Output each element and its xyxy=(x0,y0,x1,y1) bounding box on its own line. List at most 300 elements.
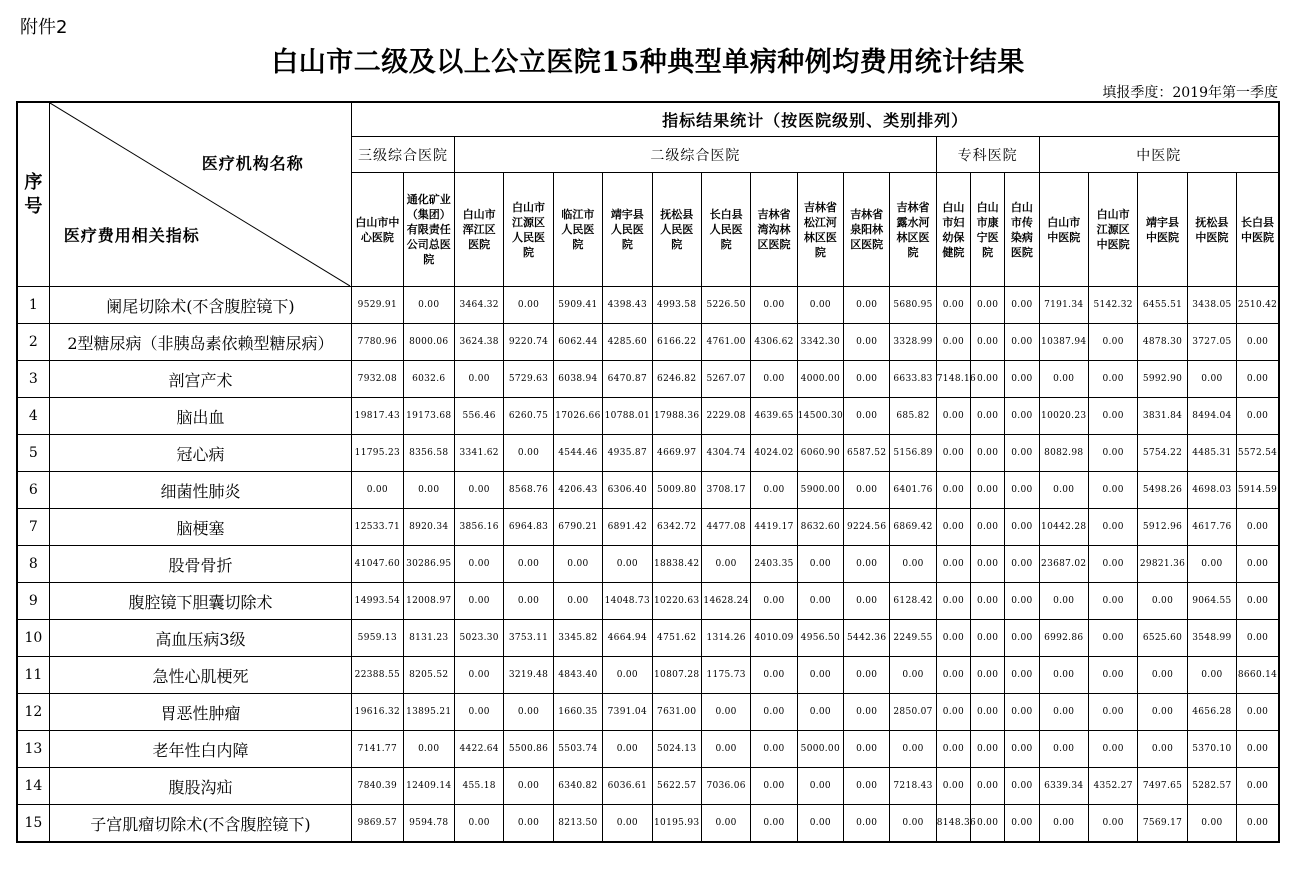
cost-value-cell: 12533.71 xyxy=(352,509,403,546)
cost-value-cell: 0.00 xyxy=(971,435,1005,472)
cost-value-cell: 7218.43 xyxy=(890,768,936,805)
row-indicator: 腹股沟疝 xyxy=(49,768,351,805)
cost-value-cell: 0.00 xyxy=(454,805,503,843)
table-row xyxy=(17,435,1279,472)
cost-value-cell: 0.00 xyxy=(403,731,454,768)
cost-value-cell: 6633.83 xyxy=(890,361,936,398)
cost-value-cell: 4639.65 xyxy=(751,398,797,435)
cost-value-cell: 6587.52 xyxy=(844,435,890,472)
cost-value-cell: 6525.60 xyxy=(1138,620,1187,657)
cost-value-cell: 5498.26 xyxy=(1138,472,1187,509)
cost-value-cell: 2403.35 xyxy=(751,546,797,583)
cost-value-cell: 6342.72 xyxy=(652,509,701,546)
cost-value-cell: 0.00 xyxy=(1039,694,1088,731)
cost-value-cell: 4000.00 xyxy=(797,361,843,398)
hospital-header xyxy=(652,173,701,287)
cost-value-cell: 10442.28 xyxy=(1039,509,1088,546)
cost-value-cell: 0.00 xyxy=(890,657,936,694)
hospital-name: 临江市人民医院 xyxy=(561,208,595,251)
hospital-name: 长白县人民医院 xyxy=(709,208,743,251)
cost-value-cell: 7191.34 xyxy=(1039,287,1088,324)
cost-value-cell: 0.00 xyxy=(1187,805,1236,843)
cost-value-cell: 5992.90 xyxy=(1138,361,1187,398)
cost-value-cell: 5500.86 xyxy=(504,731,553,768)
cost-value-cell: 0.00 xyxy=(751,768,797,805)
hospital-header xyxy=(1005,173,1039,287)
cost-value-cell: 0.00 xyxy=(936,620,970,657)
cost-value-cell: 0.00 xyxy=(1138,694,1187,731)
cost-value-cell: 0.00 xyxy=(403,287,454,324)
cost-value-cell: 8213.50 xyxy=(553,805,602,843)
cost-value-cell: 4024.02 xyxy=(751,435,797,472)
cost-value-cell: 10020.23 xyxy=(1039,398,1088,435)
cost-value-cell: 0.00 xyxy=(844,731,890,768)
cost-value-cell: 12008.97 xyxy=(403,583,454,620)
hospital-name: 白山市传染病医院 xyxy=(1010,200,1033,259)
cost-value-cell: 0.00 xyxy=(936,287,970,324)
row-indicator: 老年性白内障 xyxy=(49,731,351,768)
cost-value-cell: 9869.57 xyxy=(352,805,403,843)
hospital-name: 白山市浑江区医院 xyxy=(462,208,496,251)
cost-value-cell: 0.00 xyxy=(1088,583,1137,620)
cost-value-cell: 0.00 xyxy=(971,768,1005,805)
reporting-period: 填报季度：2019年第一季度 xyxy=(1102,85,1278,101)
cost-value-cell: 7497.65 xyxy=(1138,768,1187,805)
cost-value-cell: 3341.62 xyxy=(454,435,503,472)
cost-value-cell: 0.00 xyxy=(1005,694,1039,731)
cost-value-cell: 5959.13 xyxy=(352,620,403,657)
hospital-header xyxy=(553,173,602,287)
cost-value-cell: 5000.00 xyxy=(797,731,843,768)
cost-value-cell: 0.00 xyxy=(701,694,750,731)
cost-value-cell: 4398.43 xyxy=(603,287,652,324)
cost-value-cell: 4285.60 xyxy=(603,324,652,361)
row-seq: 11 xyxy=(17,657,49,694)
row-indicator: 腹腔镜下胆囊切除术 xyxy=(49,583,351,620)
cost-indicator-label: 医疗费用相关指标 xyxy=(63,226,200,245)
cost-value-cell: 19616.32 xyxy=(352,694,403,731)
cost-value-cell: 0.00 xyxy=(751,287,797,324)
hospital-header xyxy=(352,173,403,287)
cost-value-cell: 0.00 xyxy=(1005,472,1039,509)
hospital-header xyxy=(603,173,652,287)
table-row xyxy=(17,583,1279,620)
cost-value-cell: 0.00 xyxy=(971,583,1005,620)
cost-value-cell: 4669.97 xyxy=(652,435,701,472)
cost-value-cell: 5909.41 xyxy=(553,287,602,324)
cost-value-cell: 30286.95 xyxy=(403,546,454,583)
cost-value-cell: 2510.42 xyxy=(1237,287,1279,324)
seq-header-label: 序号 xyxy=(24,171,43,217)
row-indicator: 子宫肌瘤切除术(不含腹腔镜下) xyxy=(49,805,351,843)
cost-value-cell: 0.00 xyxy=(1237,620,1279,657)
cost-value-cell: 5370.10 xyxy=(1187,731,1236,768)
cost-value-cell: 5267.07 xyxy=(701,361,750,398)
table-body xyxy=(17,287,1279,843)
cost-value-cell: 4617.76 xyxy=(1187,509,1236,546)
hospital-name: 白山市中心医院 xyxy=(355,215,400,244)
table-row xyxy=(17,509,1279,546)
table-row xyxy=(17,546,1279,583)
cost-value-cell: 7141.77 xyxy=(352,731,403,768)
cost-value-cell: 556.46 xyxy=(454,398,503,435)
hospital-name: 吉林省露水河林区医院 xyxy=(896,200,930,259)
cost-value-cell: 6455.51 xyxy=(1138,287,1187,324)
row-seq: 3 xyxy=(17,361,49,398)
cost-value-cell: 0.00 xyxy=(504,694,553,731)
cost-value-cell: 6339.34 xyxy=(1039,768,1088,805)
hospital-header xyxy=(1138,173,1187,287)
cost-value-cell: 0.00 xyxy=(936,657,970,694)
cost-value-cell: 0.00 xyxy=(1088,509,1137,546)
cost-value-cell: 0.00 xyxy=(1005,361,1039,398)
table-row xyxy=(17,657,1279,694)
cost-value-cell: 0.00 xyxy=(1138,583,1187,620)
cost-value-cell: 0.00 xyxy=(797,583,843,620)
cost-value-cell: 5729.63 xyxy=(504,361,553,398)
cost-value-cell: 455.18 xyxy=(454,768,503,805)
cost-value-cell: 0.00 xyxy=(844,398,890,435)
cost-value-cell: 0.00 xyxy=(844,657,890,694)
cost-value-cell: 5226.50 xyxy=(701,287,750,324)
hospital-name: 靖宇县人民医院 xyxy=(610,208,644,251)
hospital-name: 抚松县中医院 xyxy=(1195,215,1229,244)
cost-value-cell: 4419.17 xyxy=(751,509,797,546)
cost-value-cell: 0.00 xyxy=(971,546,1005,583)
row-seq: 4 xyxy=(17,398,49,435)
cost-value-cell: 0.00 xyxy=(1187,546,1236,583)
cost-value-cell: 0.00 xyxy=(751,805,797,843)
cost-value-cell: 0.00 xyxy=(971,287,1005,324)
cost-value-cell: 0.00 xyxy=(553,583,602,620)
cost-value-cell: 12409.14 xyxy=(403,768,454,805)
row-seq: 8 xyxy=(17,546,49,583)
cost-value-cell: 0.00 xyxy=(504,583,553,620)
cost-value-cell: 0.00 xyxy=(1138,657,1187,694)
cost-value-cell: 0.00 xyxy=(1237,583,1279,620)
cost-value-cell: 6401.76 xyxy=(890,472,936,509)
cost-value-cell: 0.00 xyxy=(701,731,750,768)
cost-value-cell: 0.00 xyxy=(1005,657,1039,694)
cost-value-cell: 5024.13 xyxy=(652,731,701,768)
cost-value-cell: 5572.54 xyxy=(1237,435,1279,472)
hospital-header xyxy=(1088,173,1137,287)
row-seq: 13 xyxy=(17,731,49,768)
cost-value-cell: 0.00 xyxy=(971,620,1005,657)
cost-value-cell: 6340.82 xyxy=(553,768,602,805)
cost-value-cell: 0.00 xyxy=(797,694,843,731)
cost-value-cell: 8082.98 xyxy=(1039,435,1088,472)
cost-value-cell: 6992.86 xyxy=(1039,620,1088,657)
cost-value-cell: 3548.99 xyxy=(1187,620,1236,657)
row-indicator: 剖宫产术 xyxy=(49,361,351,398)
cost-value-cell: 29821.36 xyxy=(1138,546,1187,583)
cost-value-cell: 5914.59 xyxy=(1237,472,1279,509)
cost-value-cell: 2229.08 xyxy=(701,398,750,435)
cost-value-cell: 0.00 xyxy=(603,731,652,768)
cost-value-cell: 6891.42 xyxy=(603,509,652,546)
cost-value-cell: 0.00 xyxy=(1005,620,1039,657)
cost-value-cell: 4010.09 xyxy=(751,620,797,657)
cost-value-cell: 5900.00 xyxy=(797,472,843,509)
cost-value-cell: 0.00 xyxy=(454,546,503,583)
cost-value-cell: 19173.68 xyxy=(403,398,454,435)
cost-value-cell: 10788.01 xyxy=(603,398,652,435)
cost-value-cell: 0.00 xyxy=(797,805,843,843)
cost-value-cell: 6260.75 xyxy=(504,398,553,435)
cost-value-cell: 5680.95 xyxy=(890,287,936,324)
cost-value-cell: 0.00 xyxy=(1088,472,1137,509)
cost-value-cell: 5754.22 xyxy=(1138,435,1187,472)
cost-value-cell: 0.00 xyxy=(1005,398,1039,435)
hospital-header xyxy=(844,173,890,287)
cost-value-cell: 0.00 xyxy=(1005,731,1039,768)
row-seq: 2 xyxy=(17,324,49,361)
table-row xyxy=(17,768,1279,805)
seq-header xyxy=(17,102,49,287)
cost-value-cell: 0.00 xyxy=(1088,435,1137,472)
cost-value-cell: 0.00 xyxy=(1088,805,1137,843)
cost-value-cell: 0.00 xyxy=(1039,361,1088,398)
cost-value-cell: 4993.58 xyxy=(652,287,701,324)
cost-value-cell: 5282.57 xyxy=(1187,768,1236,805)
cost-value-cell: 0.00 xyxy=(454,361,503,398)
cost-value-cell: 7148.16 xyxy=(936,361,970,398)
cost-value-cell: 8568.76 xyxy=(504,472,553,509)
cost-value-cell: 0.00 xyxy=(1088,657,1137,694)
cost-value-cell: 0.00 xyxy=(504,768,553,805)
cost-value-cell: 9529.91 xyxy=(352,287,403,324)
cost-value-cell: 0.00 xyxy=(797,546,843,583)
cost-value-cell: 0.00 xyxy=(1005,583,1039,620)
cost-value-cell: 4843.40 xyxy=(553,657,602,694)
cost-value-cell: 0.00 xyxy=(936,768,970,805)
hospital-name: 白山市江源区中医院 xyxy=(1096,208,1130,251)
cost-value-cell: 0.00 xyxy=(971,694,1005,731)
cost-value-cell: 0.00 xyxy=(936,731,970,768)
cost-value-cell: 4544.46 xyxy=(553,435,602,472)
row-indicator: 急性心肌梗死 xyxy=(49,657,351,694)
cost-value-cell: 9220.74 xyxy=(504,324,553,361)
row-seq: 6 xyxy=(17,472,49,509)
cost-value-cell: 0.00 xyxy=(751,583,797,620)
cost-value-cell: 0.00 xyxy=(971,472,1005,509)
table-row xyxy=(17,324,1279,361)
cost-value-cell: 4698.03 xyxy=(1187,472,1236,509)
cost-value-cell: 0.00 xyxy=(1088,361,1137,398)
row-seq: 1 xyxy=(17,287,49,324)
cost-value-cell: 6306.40 xyxy=(603,472,652,509)
row-indicator: 脑出血 xyxy=(49,398,351,435)
cost-value-cell: 22388.55 xyxy=(352,657,403,694)
row-seq: 15 xyxy=(17,805,49,843)
row-indicator: 2型糖尿病（非胰岛素依赖型糖尿病） xyxy=(49,324,351,361)
cost-value-cell: 0.00 xyxy=(1237,805,1279,843)
cost-value-cell: 3342.30 xyxy=(797,324,843,361)
row-indicator: 细菌性肺炎 xyxy=(49,472,351,509)
cost-value-cell: 0.00 xyxy=(454,472,503,509)
cost-value-cell: 0.00 xyxy=(797,287,843,324)
cost-value-cell: 0.00 xyxy=(1005,805,1039,843)
cost-value-cell: 3328.99 xyxy=(890,324,936,361)
cost-value-cell: 0.00 xyxy=(504,805,553,843)
cost-value-cell: 0.00 xyxy=(971,731,1005,768)
cost-value-cell: 9224.56 xyxy=(844,509,890,546)
hospital-header xyxy=(971,173,1005,287)
cost-value-cell: 0.00 xyxy=(403,472,454,509)
cost-value-cell: 0.00 xyxy=(1088,620,1137,657)
hospital-name: 白山市妇幼保健院 xyxy=(942,200,965,259)
cost-value-cell: 0.00 xyxy=(504,435,553,472)
cost-value-cell: 0.00 xyxy=(844,361,890,398)
cost-value-cell: 0.00 xyxy=(603,657,652,694)
table-row xyxy=(17,694,1279,731)
hospital-header xyxy=(701,173,750,287)
cost-value-cell: 0.00 xyxy=(1088,398,1137,435)
cost-value-cell: 0.00 xyxy=(844,583,890,620)
cost-value-cell: 4206.43 xyxy=(553,472,602,509)
cost-value-cell: 6470.87 xyxy=(603,361,652,398)
statistics-table xyxy=(16,101,1280,843)
cost-value-cell: 0.00 xyxy=(844,805,890,843)
cost-value-cell: 0.00 xyxy=(1088,731,1137,768)
cost-value-cell: 8000.06 xyxy=(403,324,454,361)
cost-value-cell: 6128.42 xyxy=(890,583,936,620)
cost-value-cell: 8632.60 xyxy=(797,509,843,546)
cost-value-cell: 10807.28 xyxy=(652,657,701,694)
cost-value-cell: 8131.23 xyxy=(403,620,454,657)
cost-value-cell: 6036.61 xyxy=(603,768,652,805)
cost-value-cell: 0.00 xyxy=(1088,324,1137,361)
hospital-header xyxy=(1187,173,1236,287)
cost-value-cell: 7569.17 xyxy=(1138,805,1187,843)
hospital-header xyxy=(504,173,553,287)
cost-value-cell: 3345.82 xyxy=(553,620,602,657)
cost-value-cell: 0.00 xyxy=(1237,731,1279,768)
cost-value-cell: 8920.34 xyxy=(403,509,454,546)
cost-value-cell: 0.00 xyxy=(1237,398,1279,435)
cost-value-cell: 0.00 xyxy=(352,472,403,509)
cost-value-cell: 14048.73 xyxy=(603,583,652,620)
hospital-header xyxy=(403,173,454,287)
cost-value-cell: 3708.17 xyxy=(701,472,750,509)
cost-value-cell: 13895.21 xyxy=(403,694,454,731)
hospital-name: 白山市中医院 xyxy=(1047,215,1081,244)
cost-value-cell: 0.00 xyxy=(1005,324,1039,361)
cost-value-cell: 0.00 xyxy=(1005,435,1039,472)
hospital-header xyxy=(454,173,503,287)
cost-value-cell: 0.00 xyxy=(701,805,750,843)
cost-value-cell: 14500.30 xyxy=(797,398,843,435)
hospital-name: 长白县中医院 xyxy=(1241,215,1275,244)
cost-value-cell: 6038.94 xyxy=(553,361,602,398)
row-seq: 14 xyxy=(17,768,49,805)
cost-value-cell: 0.00 xyxy=(971,805,1005,843)
cost-value-cell: 4761.00 xyxy=(701,324,750,361)
cost-value-cell: 1314.26 xyxy=(701,620,750,657)
cost-value-cell: 0.00 xyxy=(1187,361,1236,398)
cost-value-cell: 3856.16 xyxy=(454,509,503,546)
cost-value-cell: 5142.32 xyxy=(1088,287,1137,324)
cost-value-cell: 4664.94 xyxy=(603,620,652,657)
cost-value-cell: 6166.22 xyxy=(652,324,701,361)
cost-value-cell: 7840.39 xyxy=(352,768,403,805)
cost-value-cell: 0.00 xyxy=(1237,324,1279,361)
hospital-header xyxy=(797,173,843,287)
cost-value-cell: 0.00 xyxy=(971,398,1005,435)
cost-value-cell: 0.00 xyxy=(971,509,1005,546)
cost-value-cell: 3219.48 xyxy=(504,657,553,694)
cost-value-cell: 7780.96 xyxy=(352,324,403,361)
cost-value-cell: 0.00 xyxy=(603,546,652,583)
cost-value-cell: 4878.30 xyxy=(1138,324,1187,361)
cost-value-cell: 0.00 xyxy=(751,657,797,694)
cost-value-cell: 3831.84 xyxy=(1138,398,1187,435)
cost-value-cell: 10387.94 xyxy=(1039,324,1088,361)
cost-value-cell: 0.00 xyxy=(1005,768,1039,805)
cost-value-cell: 0.00 xyxy=(1138,731,1187,768)
cost-value-cell: 685.82 xyxy=(890,398,936,435)
cost-value-cell: 5503.74 xyxy=(553,731,602,768)
cost-value-cell: 1175.73 xyxy=(701,657,750,694)
cost-value-cell: 5622.57 xyxy=(652,768,701,805)
cost-value-cell: 7036.06 xyxy=(701,768,750,805)
cost-value-cell: 0.00 xyxy=(890,731,936,768)
cost-value-cell: 0.00 xyxy=(971,657,1005,694)
cost-value-cell: 0.00 xyxy=(454,694,503,731)
cost-value-cell: 5023.30 xyxy=(454,620,503,657)
cost-value-cell: 4656.28 xyxy=(1187,694,1236,731)
hospital-name: 吉林省泉阳林区医院 xyxy=(850,208,884,251)
table-row xyxy=(17,805,1279,843)
cost-value-cell: 7391.04 xyxy=(603,694,652,731)
cost-value-cell: 0.00 xyxy=(1237,768,1279,805)
cost-value-cell: 23687.02 xyxy=(1039,546,1088,583)
table-row xyxy=(17,731,1279,768)
cost-value-cell: 0.00 xyxy=(504,546,553,583)
cost-value-cell: 3624.38 xyxy=(454,324,503,361)
cost-value-cell: 14628.24 xyxy=(701,583,750,620)
cost-value-cell: 0.00 xyxy=(553,546,602,583)
row-indicator: 胃恶性肿瘤 xyxy=(49,694,351,731)
cost-value-cell: 0.00 xyxy=(844,324,890,361)
diagonal-header-cell xyxy=(49,102,351,287)
cost-value-cell: 10195.93 xyxy=(652,805,701,843)
cost-value-cell: 0.00 xyxy=(1039,583,1088,620)
stats-title: 指标结果统计（按医院级别、类别排列） xyxy=(352,102,1279,137)
cost-value-cell: 6790.21 xyxy=(553,509,602,546)
cost-value-cell: 0.00 xyxy=(504,287,553,324)
cost-value-cell: 6060.90 xyxy=(797,435,843,472)
row-seq: 9 xyxy=(17,583,49,620)
cost-value-cell: 5442.36 xyxy=(844,620,890,657)
cost-value-cell: 41047.60 xyxy=(352,546,403,583)
cost-value-cell: 0.00 xyxy=(1237,546,1279,583)
hospital-name: 通化矿业（集团）有限责任公司总医院 xyxy=(406,193,451,266)
cost-value-cell: 0.00 xyxy=(844,694,890,731)
category-secondary: 二级综合医院 xyxy=(454,137,936,173)
cost-value-cell: 0.00 xyxy=(797,768,843,805)
cost-value-cell: 5009.80 xyxy=(652,472,701,509)
attachment-label: 附件2 xyxy=(20,17,68,38)
row-seq: 5 xyxy=(17,435,49,472)
hospital-name: 抚松县人民医院 xyxy=(660,208,694,251)
row-indicator: 高血压病3级 xyxy=(49,620,351,657)
cost-value-cell: 9594.78 xyxy=(403,805,454,843)
category-specialty: 专科医院 xyxy=(936,137,1039,173)
cost-value-cell: 8148.36 xyxy=(936,805,970,843)
cost-value-cell: 0.00 xyxy=(936,694,970,731)
